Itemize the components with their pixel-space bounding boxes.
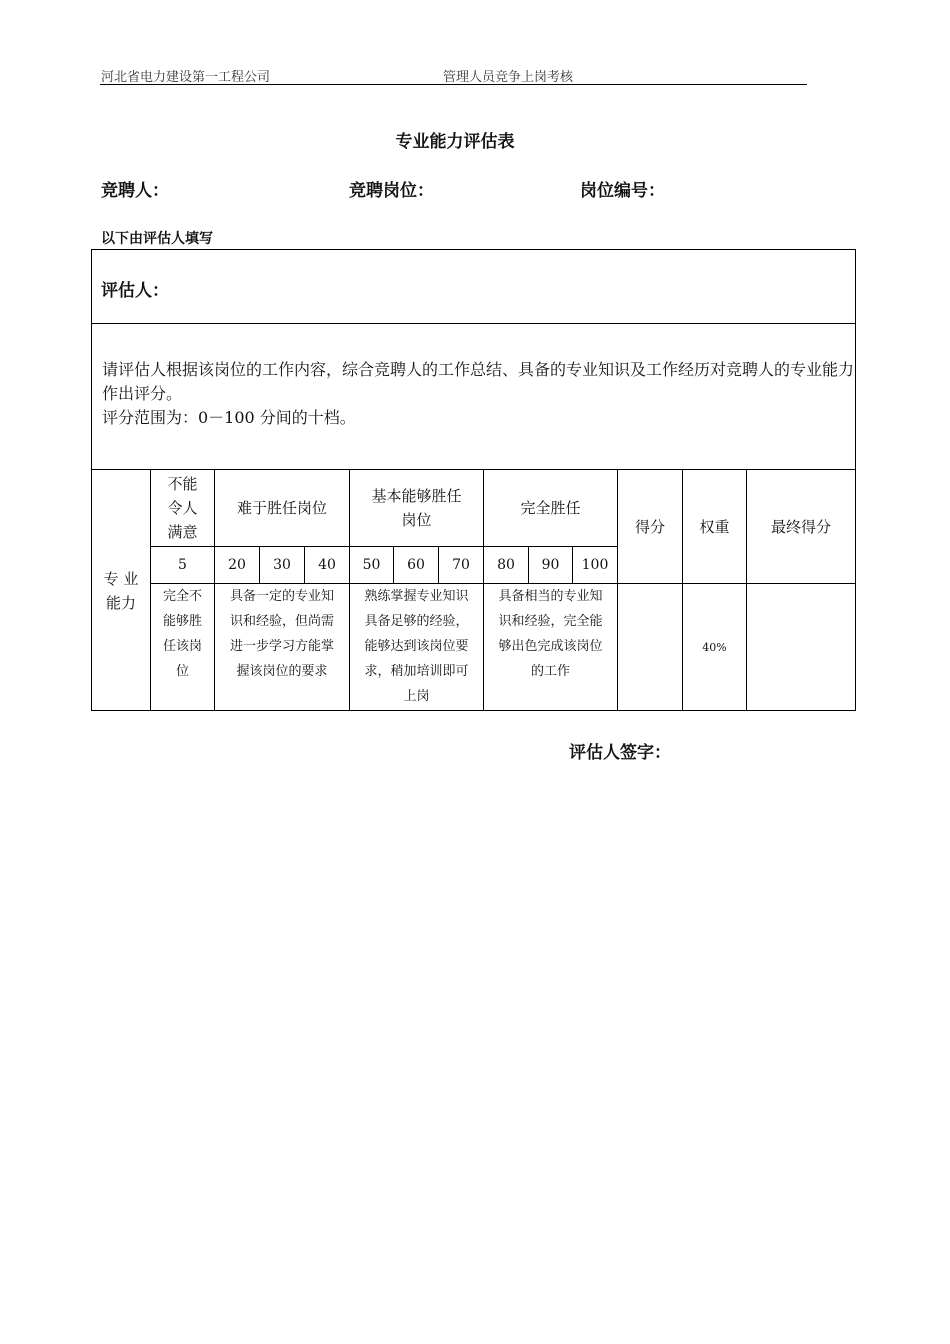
row-label-professional-ability: 专 业 能力 bbox=[103, 569, 139, 612]
score-option: 80 bbox=[497, 557, 515, 573]
score-option: 60 bbox=[407, 557, 425, 573]
score-option: 90 bbox=[541, 557, 560, 573]
header-company: 河北省电力建设第一工程公司 bbox=[101, 70, 271, 85]
col-final-header: 最终得分 bbox=[770, 517, 831, 536]
level-description: 具备相当的专业知 识和经验，完全能 够出色完成该岗位 的工作 bbox=[498, 589, 603, 679]
evaluator-label: 评估人： bbox=[101, 281, 169, 301]
level-description: 熟练掌握专业知识 具备足够的经验， 能够达到该岗位要 求，稍加培训即可 上岗 bbox=[364, 589, 469, 704]
level-description: 具备一定的专业知 识和经验，但尚需 进一步学习方能掌 握该岗位的要求 bbox=[229, 589, 334, 679]
header-divider bbox=[100, 84, 807, 85]
score-option: 20 bbox=[228, 557, 246, 573]
position-code-label: 岗位编号： bbox=[580, 181, 665, 201]
evaluator-note: 以下由评估人填写 bbox=[101, 231, 213, 247]
weight-value: 40% bbox=[702, 640, 727, 654]
col-weight-header: 权重 bbox=[699, 517, 730, 536]
header-doc-name: 管理人员竞争上岗考核 bbox=[443, 70, 574, 85]
score-option: 100 bbox=[581, 557, 609, 573]
score-value-cell[interactable] bbox=[618, 584, 682, 710]
applicant-label: 竞聘人： bbox=[101, 181, 169, 201]
level-label-unsatisfactory: 不能 令人 满意 bbox=[167, 475, 198, 541]
level-label-hard-to-qualify: 难于胜任岗位 bbox=[236, 499, 327, 517]
instructions-line-2: 评分范围为：0－100 分间的十档。 bbox=[102, 408, 356, 427]
evaluator-signature-label: 评估人签字： bbox=[569, 743, 671, 763]
score-option: 5 bbox=[178, 557, 187, 573]
level-description: 完全不 能够胜 任该岗 位 bbox=[162, 589, 202, 679]
score-option: 30 bbox=[273, 557, 291, 573]
score-option: 70 bbox=[452, 557, 470, 573]
position-label: 竞聘岗位： bbox=[349, 181, 434, 201]
instructions bbox=[102, 358, 854, 430]
level-label-fully-qualified: 完全胜任 bbox=[520, 499, 581, 517]
final-score-cell[interactable] bbox=[747, 584, 855, 710]
score-option: 50 bbox=[362, 557, 381, 573]
score-option: 40 bbox=[318, 557, 336, 573]
col-score-header: 得分 bbox=[634, 517, 665, 536]
instructions-line-1: 请评估人根据该岗位的工作内容，综合竞聘人的工作总结、具备的专业知识及工作经历对竞聘人的专业能力作出评分。 bbox=[102, 360, 855, 403]
level-label-basically-qualified: 基本能够胜任 岗位 bbox=[371, 487, 462, 529]
page-title: 专业能力评估表 bbox=[395, 132, 515, 152]
